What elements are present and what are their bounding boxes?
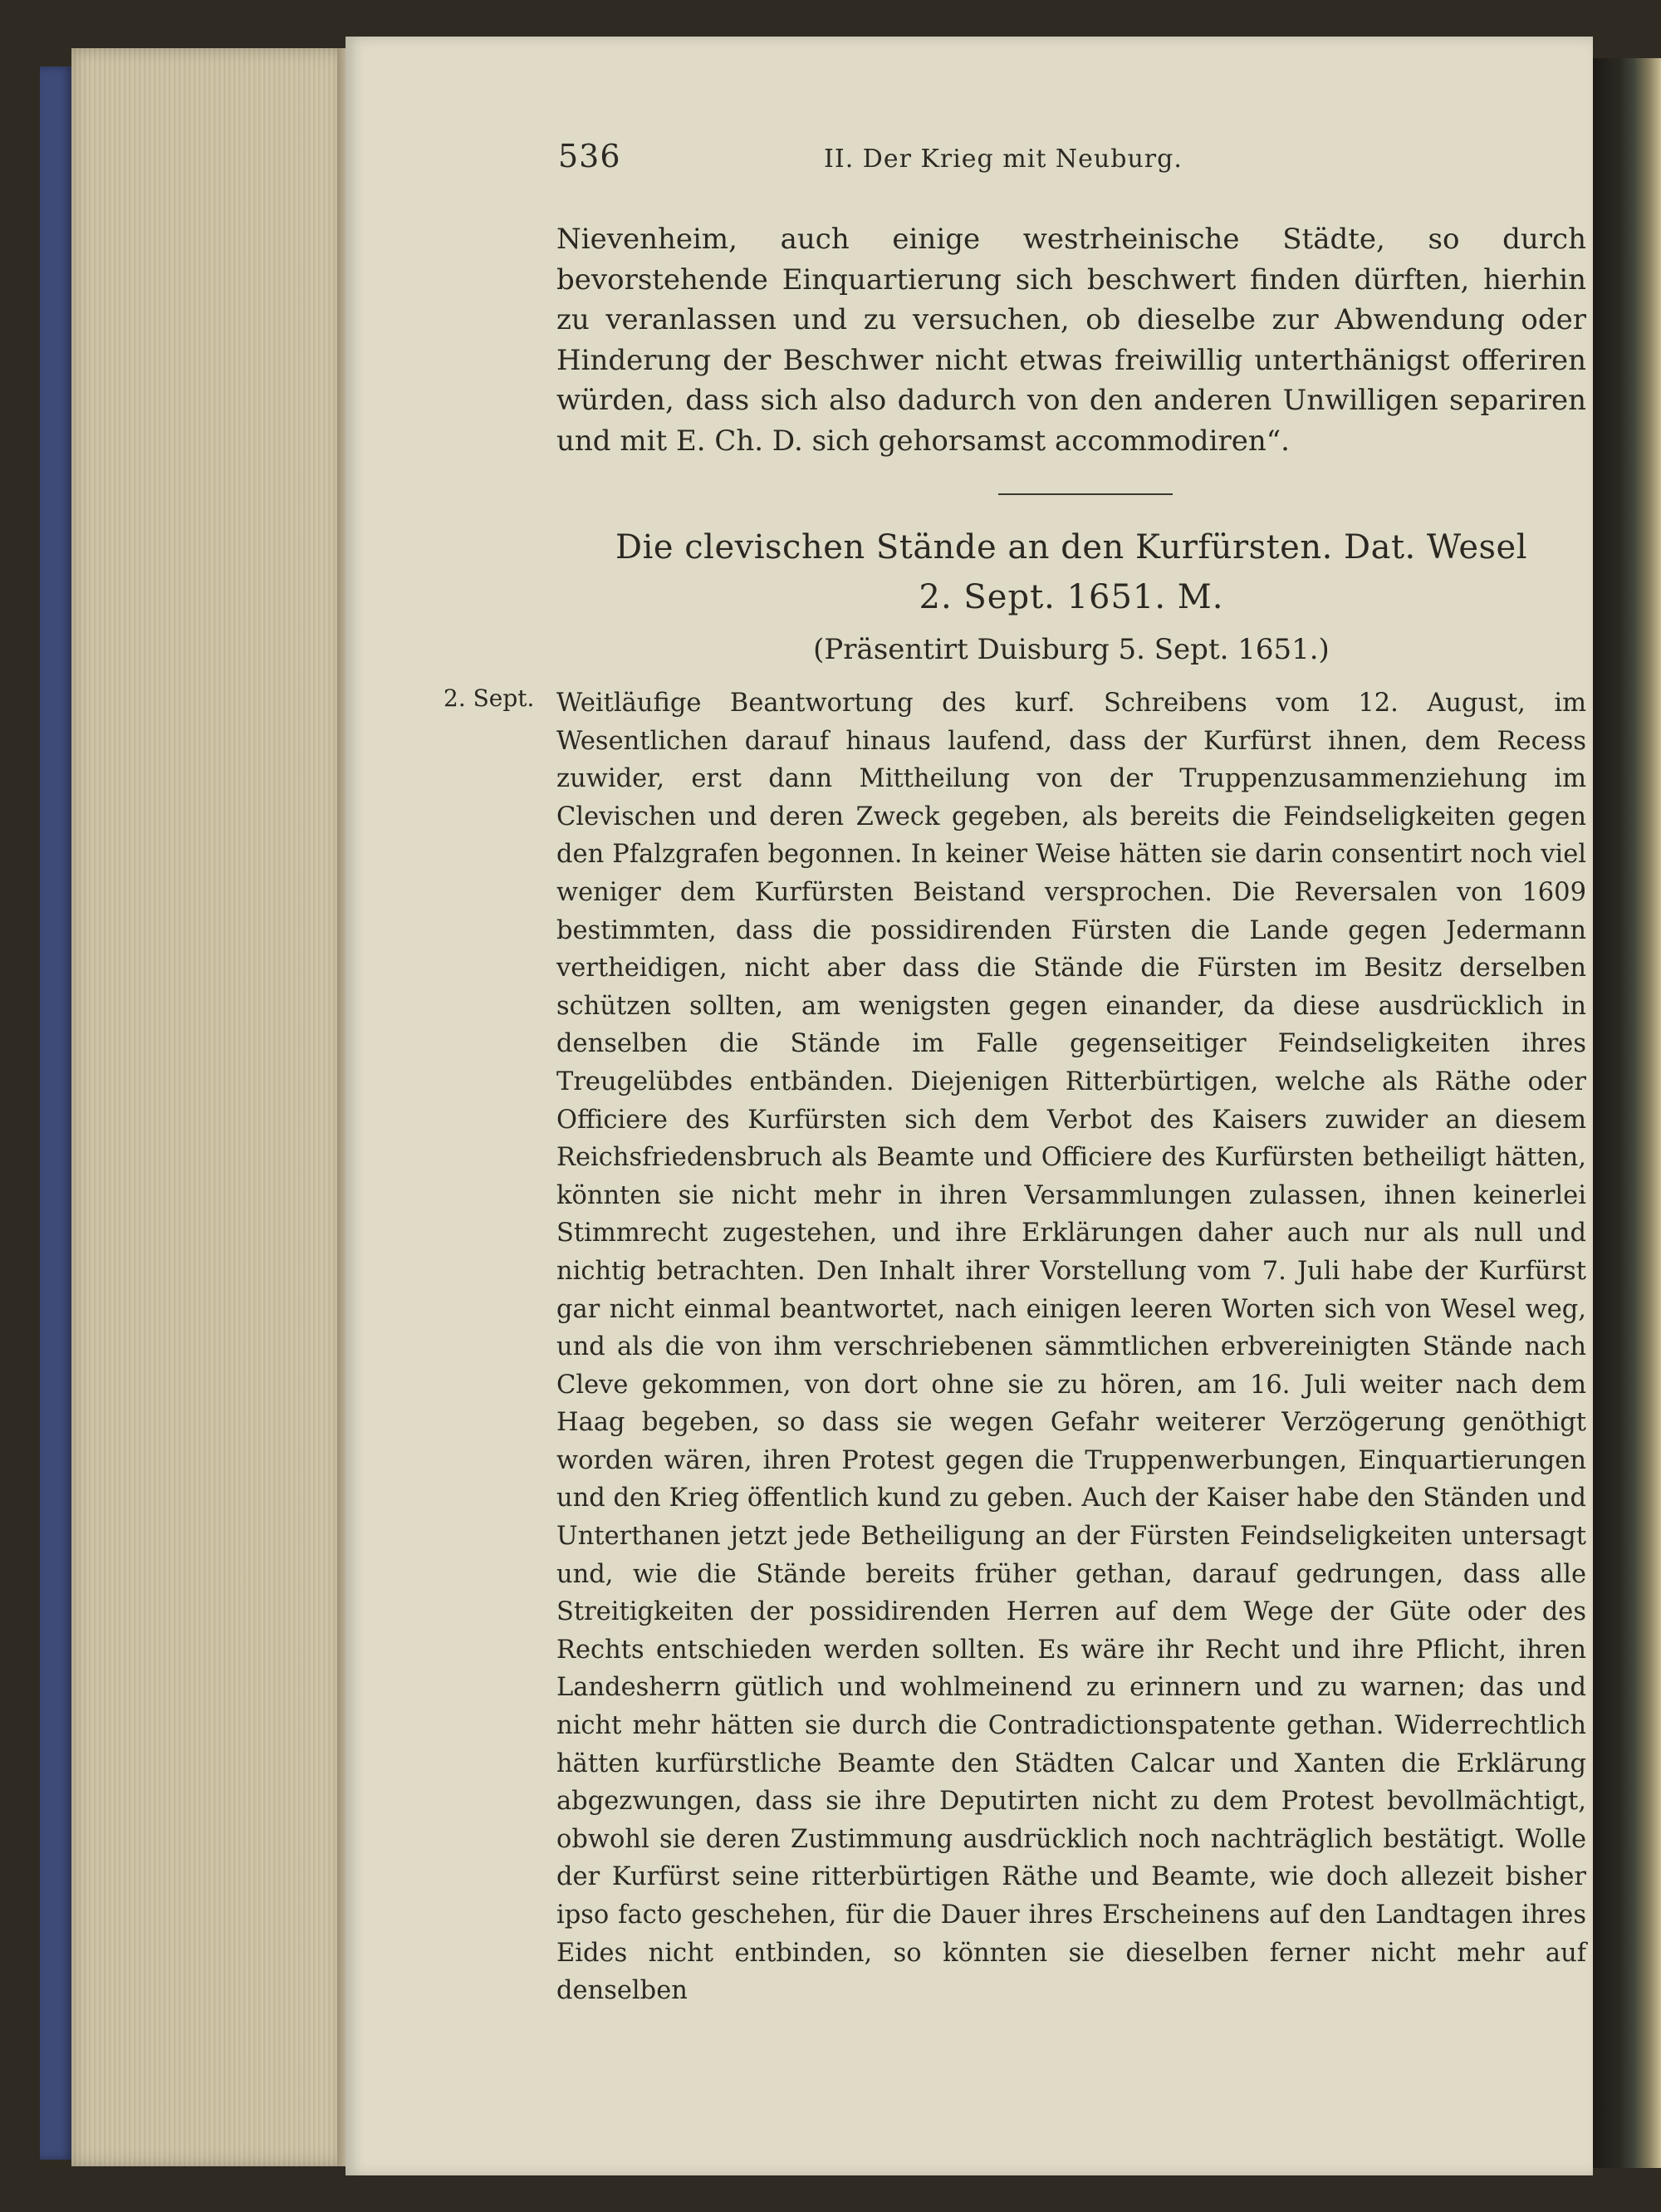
page-header bbox=[558, 138, 1588, 188]
document-title-line-1: Die clevischen Stände an den Kurfürsten. Dat. Wesel bbox=[615, 528, 1527, 566]
document-title-line-3: (Präsentirt Duisburg 5. Sept. 1651.) bbox=[813, 633, 1330, 666]
document-title-line-2: 2. Sept. 1651. M. bbox=[919, 578, 1224, 616]
margin-date: 2. Sept. bbox=[443, 684, 535, 712]
document-summary: Weitläufige Beantwortung des kurf. Schreibens vom 12. August, im Wesentlichen darauf hinaus laufend, dass der Kurfürst ihnen, dem Recess zuwider, erst dann Mittheilung von der Truppenzusammenziehung im Clevischen und deren Zweck gegeben, als bereits die Feindseligkeiten gegen den Pfalzgrafen begonnen. In keiner Weise hätten sie darin consentirt noch viel weniger dem Kurfürsten Beistand versprochen. Die Reversalen von 1609 bestimmten, dass die possidirenden Fürsten die Lande gegen Jedermann vertheidigen, nicht aber dass die Stände die Fürsten im Besitz derselben schützen sollten, am wenigsten gegen einander, da diese ausdrücklich in denselben die Stände im Falle gegenseitiger Feindseligkeiten ihres Treugelübdes entbänden. Diejenigen Ritterbürtigen, welche als Räthe oder Officiere des Kurfürsten sich dem Verbot des Kaisers zuwider an diesem Reichsfriedensbruch als Beamte und Officiere des Kurfürsten betheiligt hätten, könnten sie nicht mehr in ihren Versammlungen zulassen, ihnen keinerlei Stimmrecht zugestehen, und ihre Erklärungen daher auch nur als null und nichtig betrachten. Den Inhalt ihrer Vorstellung vom 7. Juli habe der Kurfürst gar nicht einmal beantwortet, nach einigen leeren Worten sich von Wesel weg, und als die von ihm verschriebenen sämmtlichen erbvereinigten Stände nach Cleve gekommen, von dort ohne sie zu hören, am 16. Juli weiter nach dem Haag begeben, so dass sie wegen Gefahr weiterer Verzögerung genöthigt worden wären, ihren Protest gegen die Truppenwerbungen, Einquartierungen und den Krieg öffentlich kund zu geben. Auch der Kaiser habe den Ständen und Unterthanen jetzt jede Betheiligung an der Fürsten Feindseligkeiten untersagt und, wie die Stände bereits früher gethan, darauf gedrungen, dass alle Streitigkeiten der possidirenden Herren auf dem Wege der Güte oder des Rechts entschieden werden sollten. Es wäre ihr Recht und ihre Pflicht, ihren Landesherrn gütlich und wohlmeinend zu erinnern und zu warnen; das und nicht mehr hätten sie durch die Contradictionspatente gethan. Widerrechtlich hätten kurfürstliche Beamte den Städten Calcar und Xanten die Erklärung abgezwungen, dass sie ihre Deputirten nicht zu dem Protest bevollmächtigt, obwohl sie deren Zustimmung ausdrücklich noch nachträglich bestätigt. Wolle der Kurfürst seine ritterbürtigen Räthe und Beamte, wie doch allezeit bisher ipso facto geschehen, für die Dauer ihres Erscheinens auf den Landtagen ihres Eides nicht entbinden, so könnten sie dieselben ferner nicht mehr auf denselben bbox=[556, 689, 1586, 2006]
right-book-edge bbox=[1593, 58, 1661, 2168]
book-cover-edge bbox=[40, 66, 73, 2160]
running-head: II. Der Krieg mit Neuburg. bbox=[824, 145, 1183, 174]
page-number: 536 bbox=[558, 138, 621, 174]
page-stack-edge bbox=[71, 48, 345, 2166]
book-page bbox=[345, 37, 1593, 2175]
intro-paragraph: Nievenheim, auch einige westrheinische Städte, so durch bevorstehende Einquartierung sich beschwert finden dürften, hierhin zu veranlassen und zu versuchen, ob dieselbe zur Abwendung oder Hinderung der Beschwer nicht etwas freiwillig unterthänigst offeriren würden, dass sich also dadurch von den anderen Unwilligen separiren und mit E. Ch. D. sich gehorsamst accommodiren“. bbox=[556, 223, 1586, 458]
section-divider bbox=[998, 493, 1173, 495]
